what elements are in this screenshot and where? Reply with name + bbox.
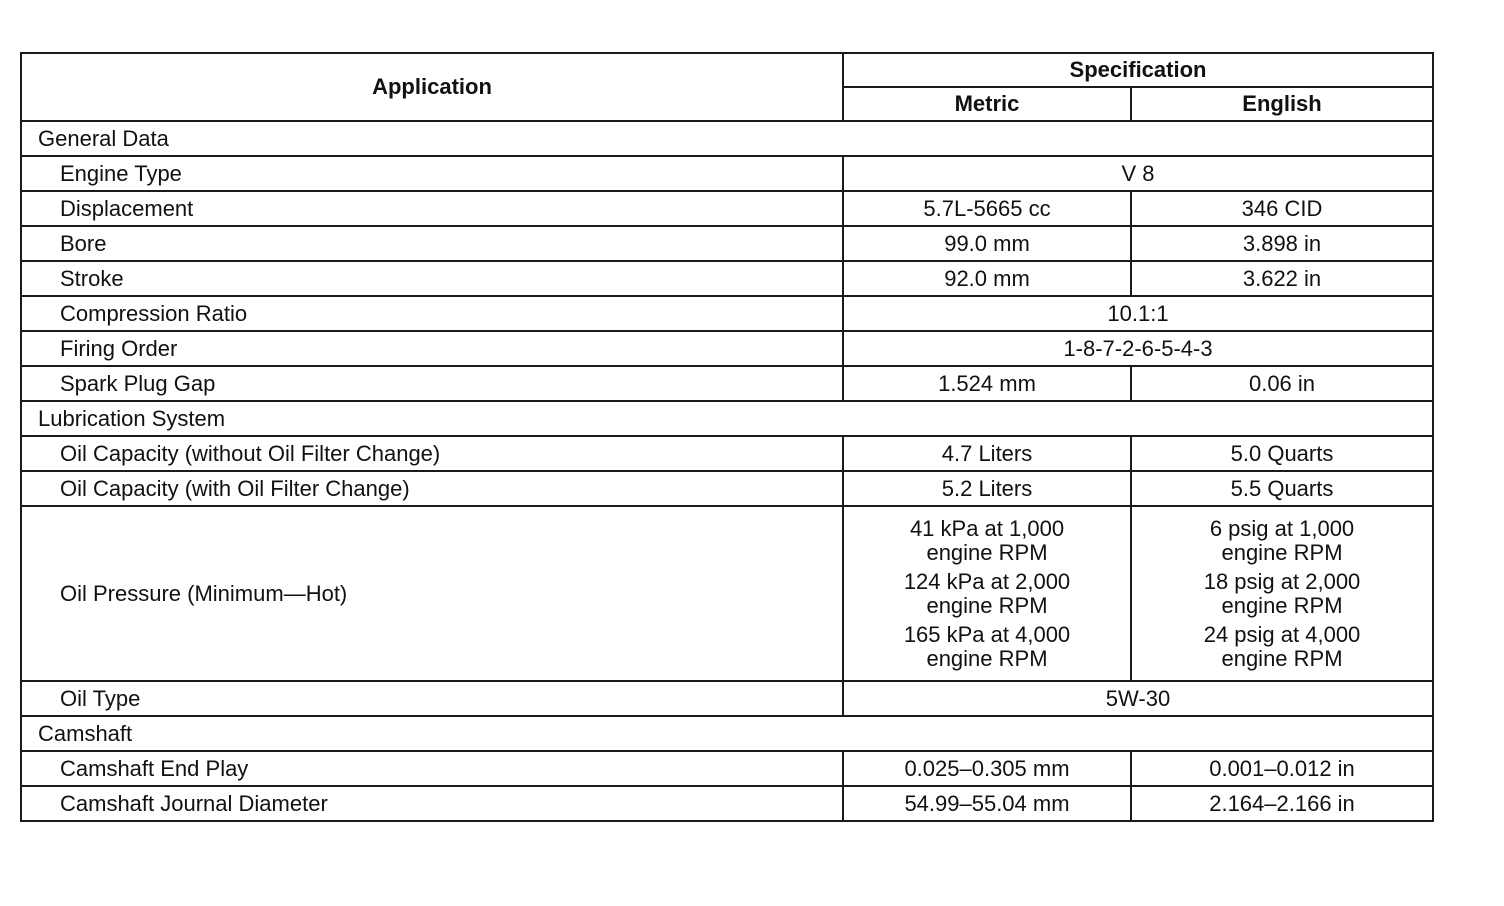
english-value-list (1131, 506, 1433, 681)
metric-value: 0.025–0.305 mm (843, 751, 1131, 786)
pressure-unit: engine RPM (926, 592, 1048, 618)
table-row (21, 681, 1433, 716)
table-row (21, 261, 1433, 296)
english-value: 0.001–0.012 in (1131, 751, 1433, 786)
row-label: Compression Ratio (21, 296, 843, 331)
table-row (21, 366, 1433, 401)
section-row-camshaft (21, 716, 1433, 751)
pressure-unit: engine RPM (926, 539, 1048, 565)
pressure-value: 6 psig at 1,000 (1209, 515, 1355, 541)
metric-value: 5.7L-5665 cc (843, 191, 1131, 226)
table-row (21, 786, 1433, 821)
section-title: Camshaft (21, 716, 1433, 751)
row-label: Bore (21, 226, 843, 261)
metric-value: 54.99–55.04 mm (843, 786, 1131, 821)
pressure-unit: engine RPM (1221, 539, 1343, 565)
pressure-unit: engine RPM (926, 645, 1048, 671)
pressure-unit: engine RPM (1221, 645, 1343, 671)
section-title: Lubrication System (21, 401, 1433, 436)
pressure-value: 165 kPa at 4,000 (903, 621, 1071, 647)
section-row-general-data (21, 121, 1433, 156)
row-value: V 8 (843, 156, 1433, 191)
table-row (21, 471, 1433, 506)
table-row (21, 191, 1433, 226)
row-label: Displacement (21, 191, 843, 226)
row-label: Camshaft Journal Diameter (21, 786, 843, 821)
pressure-line (1132, 570, 1432, 618)
english-value: 5.5 Quarts (1131, 471, 1433, 506)
section-row-lubrication-system (21, 401, 1433, 436)
english-value: 3.622 in (1131, 261, 1433, 296)
row-label: Spark Plug Gap (21, 366, 843, 401)
pressure-value: 124 kPa at 2,000 (903, 568, 1071, 594)
pressure-line (1132, 517, 1432, 565)
table-row (21, 156, 1433, 191)
metric-value: 99.0 mm (843, 226, 1131, 261)
row-label: Oil Pressure (Minimum—Hot) (21, 506, 843, 681)
pressure-line (844, 570, 1130, 618)
table-row (21, 436, 1433, 471)
pressure-line (844, 517, 1130, 565)
row-value: 1-8-7-2-6-5-4-3 (843, 331, 1433, 366)
metric-value-list (843, 506, 1131, 681)
row-label: Oil Capacity (without Oil Filter Change) (21, 436, 843, 471)
english-value: 0.06 in (1131, 366, 1433, 401)
table-row (21, 296, 1433, 331)
metric-value: 4.7 Liters (843, 436, 1131, 471)
row-label: Camshaft End Play (21, 751, 843, 786)
row-value: 5W-30 (843, 681, 1433, 716)
english-value: 2.164–2.166 in (1131, 786, 1433, 821)
row-label: Firing Order (21, 331, 843, 366)
row-label: Oil Type (21, 681, 843, 716)
pressure-value: 24 psig at 4,000 (1203, 621, 1361, 647)
section-title: General Data (21, 121, 1433, 156)
metric-value: 92.0 mm (843, 261, 1131, 296)
pressure-unit: engine RPM (1221, 592, 1343, 618)
pressure-line (844, 623, 1130, 671)
metric-column-header: Metric (843, 87, 1131, 121)
metric-value: 5.2 Liters (843, 471, 1131, 506)
row-label: Engine Type (21, 156, 843, 191)
application-column-header: Application (21, 53, 843, 121)
engine-specification-table (20, 52, 1434, 822)
pressure-value: 41 kPa at 1,000 (909, 515, 1065, 541)
table-row-oil-pressure (21, 506, 1433, 681)
row-label: Stroke (21, 261, 843, 296)
english-value: 3.898 in (1131, 226, 1433, 261)
english-column-header: English (1131, 87, 1433, 121)
table-row (21, 331, 1433, 366)
metric-value: 1.524 mm (843, 366, 1131, 401)
table-row (21, 226, 1433, 261)
row-value: 10.1:1 (843, 296, 1433, 331)
pressure-line (1132, 623, 1432, 671)
specification-column-header: Specification (843, 53, 1433, 87)
table-row (21, 751, 1433, 786)
english-value: 5.0 Quarts (1131, 436, 1433, 471)
row-label: Oil Capacity (with Oil Filter Change) (21, 471, 843, 506)
english-value: 346 CID (1131, 191, 1433, 226)
pressure-value: 18 psig at 2,000 (1203, 568, 1361, 594)
